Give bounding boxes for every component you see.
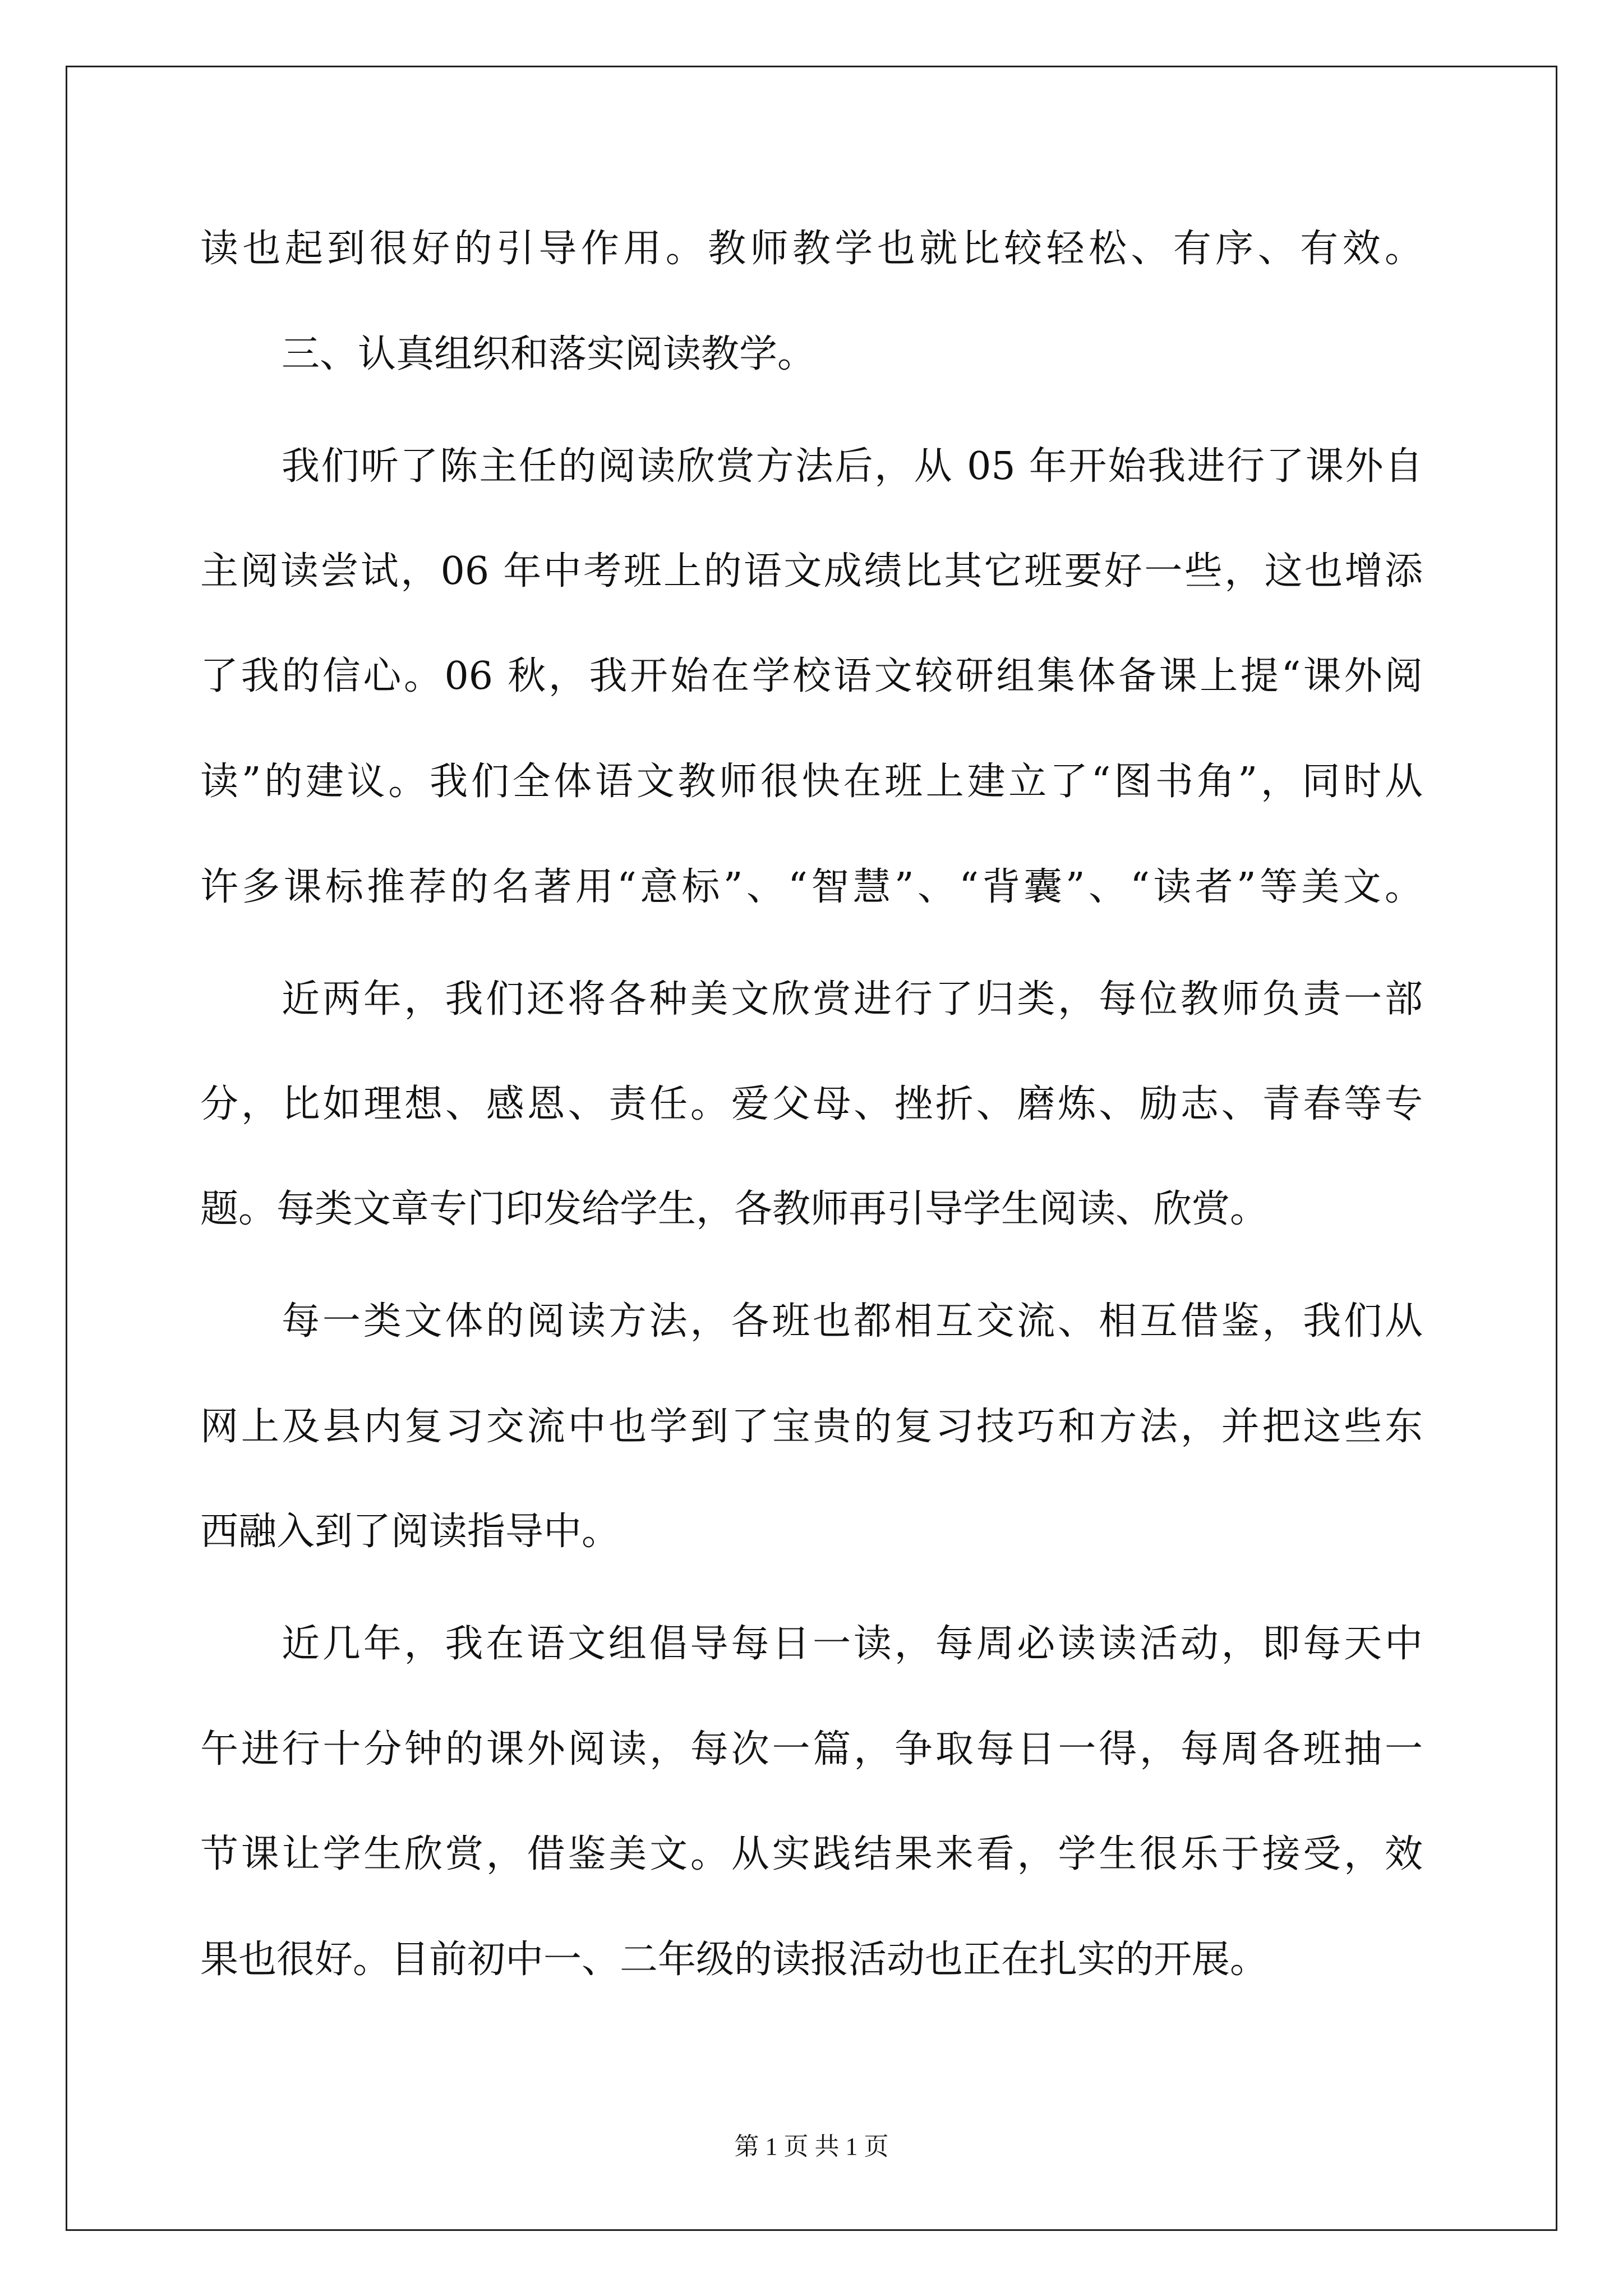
body-line: 读也起到很好的引导作用。教师教学也就比较轻松、有序、有效。	[200, 227, 1423, 271]
body-line: 近几年，我在语文组倡导每日一读，每周必读读活动，即每天中	[282, 1622, 1423, 1666]
body-line: 了我的信心。06 秋，我开始在学校语文较研组集体备课上提“课外阅	[200, 654, 1423, 698]
body-line: 许多课标推荐的名著用“意标”、“智慧”、“背囊”、“读者”等美文。	[200, 865, 1423, 909]
body-line: 午进行十分钟的课外阅读，每次一篇，争取每日一得，每周各班抽一	[200, 1727, 1423, 1772]
body-line: 主阅读尝试，06 年中考班上的语文成绩比其它班要好一些，这也增添	[200, 549, 1423, 593]
body-line: 西融入到了阅读指导中。	[200, 1510, 620, 1554]
body-line: 题。每类文章专门印发给学生，各教师再引导学生阅读、欣赏。	[200, 1187, 1269, 1231]
body-line: 果也很好。目前初中一、二年级的读报活动也正在扎实的开展。	[200, 1938, 1269, 1982]
body-line: 分，比如理想、感恩、责任。爱父母、挫折、磨炼、励志、青春等专	[200, 1082, 1423, 1126]
body-line: 每一类文体的阅读方法，各班也都相互交流、相互借鉴，我们从	[282, 1299, 1423, 1343]
section-heading: 三、认真组织和落实阅读教学。	[282, 332, 816, 376]
body-line: 网上及县内复习交流中也学到了宝贵的复习技巧和方法，并把这些东	[200, 1405, 1423, 1449]
body-line: 节课让学生欣赏，借鉴美文。从实践结果来看，学生很乐于接受，效	[200, 1832, 1423, 1876]
body-line: 近两年，我们还将各种美文欣赏进行了归类，每位教师负责一部	[282, 977, 1423, 1022]
page-footer: 第 1 页 共 1 页	[734, 2133, 889, 2160]
body-line: 读”的建议。我们全体语文教师很快在班上建立了“图书角”，同时从	[200, 760, 1423, 804]
page-border	[66, 66, 1557, 2231]
body-line: 我们听了陈主任的阅读欣赏方法后，从 05 年开始我进行了课外自	[282, 444, 1423, 489]
